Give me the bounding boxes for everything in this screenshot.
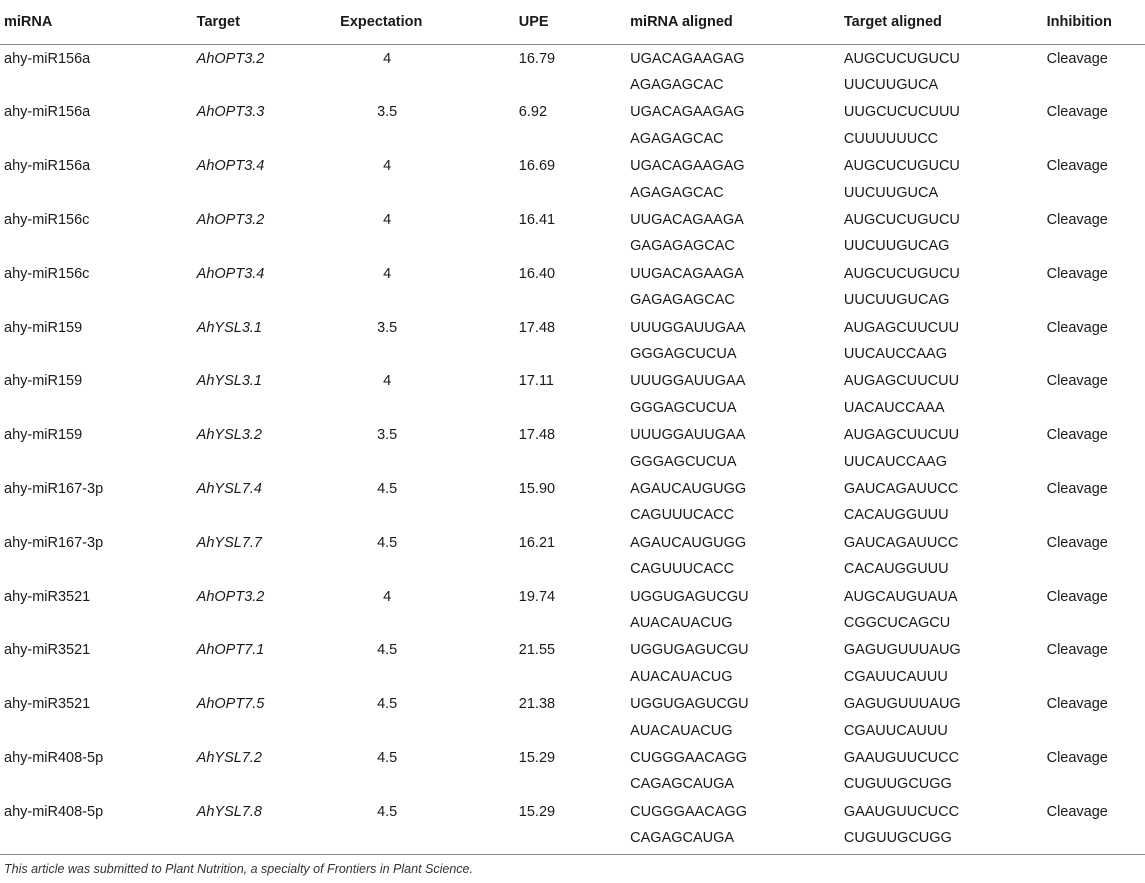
cell-mirna-text: ahy-miR159 — [4, 427, 83, 444]
cell-mirna-aligned — [630, 744, 844, 798]
table-row — [0, 690, 1145, 744]
cell-upe-text: 15.29 — [518, 750, 556, 767]
cell-mirna-aligned-line: GAGAGAGCAC — [630, 238, 735, 255]
cell-mirna-aligned — [630, 475, 844, 529]
cell-inhibition-text: Cleavage — [1046, 696, 1108, 713]
cell-mirna-aligned-line: AUACAUACUG — [630, 722, 733, 739]
cell-target-aligned-line: GAAUGUUCUCC — [843, 803, 960, 820]
cell-inhibition-text: Cleavage — [1046, 534, 1108, 551]
header-mirna-aligned: miRNA aligned — [630, 13, 733, 30]
cell-mirna-aligned — [630, 798, 844, 852]
table-body — [0, 44, 1145, 852]
cell-target-aligned-line: GAUCAGAUUCC — [843, 481, 959, 497]
cell-inhibition — [1047, 421, 1145, 475]
cell-upe — [519, 206, 630, 260]
cell-upe — [519, 367, 630, 421]
cell-upe — [519, 421, 630, 475]
cell-target-aligned-line: CUGUUGCUGG — [843, 776, 952, 793]
cell-mirna-aligned-line: UGACAGAAGAG — [630, 104, 745, 121]
cell-target-aligned — [844, 529, 1047, 583]
cell-target-aligned — [844, 690, 1047, 744]
cell-target-aligned — [844, 44, 1047, 98]
cell-expectation-text: 3.5 — [377, 104, 398, 121]
cell-inhibition — [1047, 798, 1145, 852]
cell-target-text: AhYSL3.1 — [196, 319, 262, 336]
cell-expectation-text: 4 — [383, 50, 392, 67]
cell-mirna-aligned-line: CAGUUUCACC — [630, 507, 735, 524]
cell-upe — [519, 98, 630, 152]
cell-mirna-aligned — [630, 421, 844, 475]
cell-target-text: AhYSL7.7 — [196, 534, 262, 551]
cell-mirna — [0, 367, 197, 421]
cell-target-aligned — [844, 475, 1047, 529]
footer-divider — [0, 854, 1145, 855]
cell-inhibition-text: Cleavage — [1046, 481, 1108, 497]
cell-upe-text: 16.69 — [518, 158, 556, 175]
cell-target-text: AhOPT3.2 — [196, 50, 265, 67]
cell-target — [197, 798, 341, 852]
cell-upe — [519, 152, 630, 206]
cell-target-aligned-line: UUCAUCCAAG — [843, 453, 948, 470]
cell-mirna-text: ahy-miR3521 — [4, 642, 91, 659]
header-upe: UPE — [518, 13, 549, 30]
cell-expectation-text: 4.5 — [377, 481, 398, 497]
cell-target-aligned-line: CACAUGGUUU — [843, 561, 949, 578]
cell-target-aligned-line: GAUCAGAUUCC — [843, 534, 959, 551]
cell-mirna-aligned-line: AGAGAGCAC — [630, 130, 724, 147]
cell-expectation — [340, 314, 519, 368]
cell-inhibition — [1047, 583, 1145, 637]
cell-expectation — [340, 152, 519, 206]
cell-upe — [519, 636, 630, 690]
cell-target-text: AhYSL7.8 — [196, 803, 262, 820]
cell-expectation-text: 4 — [383, 265, 392, 282]
cell-target — [197, 260, 341, 314]
cell-mirna — [0, 744, 197, 798]
cell-mirna-text: ahy-miR408-5p — [4, 803, 104, 820]
cell-mirna — [0, 583, 197, 637]
cell-target-aligned-line: UACAUCCAAA — [843, 399, 945, 416]
cell-expectation — [340, 44, 519, 98]
cell-target — [197, 529, 341, 583]
cell-target-aligned — [844, 583, 1047, 637]
cell-target-aligned-line: UUCUUGUCAG — [843, 238, 950, 255]
cell-target-text: AhOPT3.4 — [196, 158, 265, 175]
cell-mirna-text: ahy-miR3521 — [4, 588, 91, 605]
cell-inhibition — [1047, 475, 1145, 529]
cell-target-aligned — [844, 314, 1047, 368]
cell-target-aligned — [844, 636, 1047, 690]
cell-target — [197, 152, 341, 206]
cell-mirna-aligned-line: CAGUUUCACC — [630, 561, 735, 578]
cell-expectation-text: 4 — [383, 373, 392, 390]
cell-target-text: AhYSL7.4 — [196, 481, 262, 497]
cell-inhibition — [1047, 636, 1145, 690]
cell-mirna-text: ahy-miR156c — [4, 211, 90, 228]
header-mirna: miRNA — [4, 13, 53, 30]
table-row — [0, 798, 1145, 852]
cell-target-aligned-line: AUGAGCUUCUU — [843, 373, 960, 390]
cell-mirna-text: ahy-miR159 — [4, 319, 83, 336]
cell-mirna-text: ahy-miR167-3p — [4, 481, 104, 497]
cell-inhibition — [1047, 314, 1145, 368]
cell-mirna-aligned — [630, 529, 844, 583]
cell-mirna-aligned — [630, 367, 844, 421]
cell-mirna — [0, 798, 197, 852]
cell-mirna-text: ahy-miR156a — [4, 104, 91, 121]
cell-upe-text: 6.92 — [518, 104, 548, 121]
cell-target-aligned-line: AUGCUCUGUCU — [843, 265, 960, 282]
cell-upe-text: 16.40 — [518, 265, 556, 282]
cell-target-aligned-line: GAGUGUUUAUG — [843, 696, 961, 713]
cell-expectation-text: 3.5 — [377, 427, 398, 444]
cell-upe-text: 17.48 — [518, 427, 556, 444]
cell-upe-text: 16.41 — [518, 211, 556, 228]
cell-mirna — [0, 152, 197, 206]
cell-expectation — [340, 690, 519, 744]
cell-target-text: AhOPT3.2 — [196, 211, 265, 228]
cell-target-aligned-line: CACAUGGUUU — [843, 507, 949, 524]
cell-mirna — [0, 529, 197, 583]
header-target-aligned: Target aligned — [843, 13, 942, 30]
cell-inhibition — [1047, 690, 1145, 744]
cell-mirna-aligned-line: UGGUGAGUCGU — [630, 696, 749, 713]
table-row — [0, 636, 1145, 690]
cell-inhibition-text: Cleavage — [1046, 373, 1108, 390]
cell-mirna-aligned — [630, 98, 844, 152]
cell-target-aligned-line: CGAUUCAUUU — [843, 668, 948, 685]
cell-mirna-aligned — [630, 583, 844, 637]
cell-upe — [519, 314, 630, 368]
cell-mirna-aligned-line: UUUGGAUUGAA — [630, 427, 746, 444]
cell-inhibition-text: Cleavage — [1046, 588, 1108, 605]
cell-mirna — [0, 690, 197, 744]
table-row — [0, 44, 1145, 98]
table-row — [0, 260, 1145, 314]
cell-upe-text: 15.29 — [518, 803, 556, 820]
cell-upe-text: 19.74 — [518, 588, 556, 605]
cell-expectation — [340, 744, 519, 798]
cell-expectation — [340, 98, 519, 152]
cell-mirna-aligned-line: AGAUCAUGUGG — [630, 481, 747, 497]
cell-expectation-text: 4.5 — [377, 750, 398, 767]
cell-expectation — [340, 583, 519, 637]
cell-expectation — [340, 636, 519, 690]
cell-inhibition — [1047, 367, 1145, 421]
cell-expectation — [340, 206, 519, 260]
cell-inhibition — [1047, 744, 1145, 798]
cell-expectation-text: 4.5 — [377, 803, 398, 820]
cell-target-aligned — [844, 152, 1047, 206]
cell-mirna-aligned-line: UGGUGAGUCGU — [630, 588, 749, 605]
cell-inhibition-text: Cleavage — [1046, 750, 1108, 767]
cell-upe-text: 16.79 — [518, 50, 556, 67]
cell-expectation-text: 4.5 — [377, 642, 398, 659]
cell-target — [197, 744, 341, 798]
cell-inhibition-text: Cleavage — [1046, 104, 1108, 121]
cell-target-aligned-line: UUCUUGUCA — [843, 184, 939, 201]
cell-expectation — [340, 260, 519, 314]
table-row — [0, 475, 1145, 529]
cell-inhibition-text: Cleavage — [1046, 803, 1108, 820]
cell-target-aligned-line: CGGCUCAGCU — [843, 615, 951, 632]
cell-target-aligned-line: AUGAGCUUCUU — [843, 319, 960, 336]
cell-target-aligned — [844, 421, 1047, 475]
cell-expectation-text: 4 — [383, 588, 392, 605]
cell-target — [197, 690, 341, 744]
cell-upe-text: 15.90 — [518, 481, 556, 497]
table-row — [0, 367, 1145, 421]
cell-mirna-text: ahy-miR3521 — [4, 696, 91, 713]
cell-mirna-text: ahy-miR408-5p — [4, 750, 104, 767]
table-header-row — [0, 0, 1145, 44]
cell-mirna-aligned-line: UUUGGAUUGAA — [630, 319, 746, 336]
cell-target — [197, 367, 341, 421]
table-row — [0, 421, 1145, 475]
cell-target-aligned-line: CUGUUGCUGG — [843, 830, 952, 847]
cell-mirna — [0, 206, 197, 260]
header-inhibition: Inhibition — [1046, 13, 1112, 30]
cell-target-aligned-line: AUGCAUGUAUA — [843, 588, 958, 605]
cell-mirna-aligned-line: CAGAGCAUGA — [630, 776, 735, 793]
cell-upe-text: 16.21 — [518, 534, 556, 551]
cell-expectation-text: 4.5 — [377, 534, 398, 551]
cell-expectation — [340, 367, 519, 421]
cell-mirna — [0, 636, 197, 690]
cell-inhibition-text: Cleavage — [1046, 211, 1108, 228]
cell-mirna-aligned-line: CUGGGAACAGG — [630, 803, 747, 820]
cell-mirna-aligned — [630, 636, 844, 690]
cell-inhibition — [1047, 260, 1145, 314]
cell-target-aligned-line: GAGUGUUUAUG — [843, 642, 961, 659]
cell-target-aligned — [844, 98, 1047, 152]
table-row — [0, 152, 1145, 206]
cell-inhibition-text: Cleavage — [1046, 50, 1108, 67]
cell-target — [197, 421, 341, 475]
cell-target-aligned-line: UUGCUCUCUUU — [843, 104, 960, 121]
cell-inhibition-text: Cleavage — [1046, 319, 1108, 336]
cell-expectation — [340, 475, 519, 529]
cell-expectation-text: 4 — [383, 211, 392, 228]
footnote: This article was submitted to Plant Nutrition, a specialty of Frontiers in Plant Science. — [4, 862, 473, 876]
cell-target-aligned — [844, 206, 1047, 260]
cell-expectation-text: 4 — [383, 158, 392, 175]
cell-inhibition — [1047, 98, 1145, 152]
cell-target-text: AhOPT3.2 — [196, 588, 265, 605]
cell-upe — [519, 798, 630, 852]
cell-mirna-aligned — [630, 314, 844, 368]
cell-mirna-aligned-line: AGAUCAUGUGG — [630, 534, 747, 551]
cell-mirna-aligned-line: GGGAGCUCUA — [630, 345, 737, 362]
cell-mirna-aligned — [630, 206, 844, 260]
cell-mirna-aligned-line: UUGACAGAAGA — [630, 211, 744, 228]
header-target: Target — [196, 13, 240, 30]
table-row — [0, 314, 1145, 368]
cell-mirna-aligned-line: UGACAGAAGAG — [630, 158, 745, 175]
table-row — [0, 583, 1145, 637]
cell-target-aligned — [844, 798, 1047, 852]
cell-target-aligned-line: UUCUUGUCAG — [843, 292, 950, 309]
cell-mirna-text: ahy-miR159 — [4, 373, 83, 390]
cell-mirna-aligned-line: AGAGAGCAC — [630, 76, 724, 93]
cell-upe — [519, 260, 630, 314]
cell-target-aligned-line: CGAUUCAUUU — [843, 722, 948, 739]
table-row — [0, 744, 1145, 798]
cell-upe — [519, 583, 630, 637]
cell-target-text: AhYSL7.2 — [196, 750, 262, 767]
cell-upe-text: 17.48 — [518, 319, 556, 336]
cell-target — [197, 314, 341, 368]
cell-target — [197, 44, 341, 98]
cell-mirna-aligned — [630, 260, 844, 314]
cell-target — [197, 583, 341, 637]
cell-upe — [519, 690, 630, 744]
table-row — [0, 98, 1145, 152]
cell-expectation-text: 3.5 — [377, 319, 398, 336]
cell-target-aligned-line: AUGAGCUUCUU — [843, 427, 960, 444]
cell-upe — [519, 744, 630, 798]
cell-mirna-aligned-line: UGGUGAGUCGU — [630, 642, 749, 659]
cell-mirna-aligned-line: GGGAGCUCUA — [630, 399, 737, 416]
cell-mirna — [0, 44, 197, 98]
cell-inhibition-text: Cleavage — [1046, 427, 1108, 444]
cell-mirna-aligned — [630, 690, 844, 744]
cell-mirna-aligned-line: UUGACAGAAGA — [630, 265, 744, 282]
cell-upe-text: 21.38 — [518, 696, 556, 713]
cell-target — [197, 206, 341, 260]
cell-target-aligned-line: CUUUUUUCC — [843, 130, 939, 147]
cell-mirna-text: ahy-miR156a — [4, 158, 91, 175]
cell-upe — [519, 44, 630, 98]
cell-target-aligned — [844, 260, 1047, 314]
cell-upe-text: 21.55 — [518, 642, 556, 659]
cell-mirna-aligned-line: CUGGGAACAGG — [630, 750, 747, 767]
cell-inhibition — [1047, 44, 1145, 98]
cell-upe-text: 17.11 — [518, 373, 554, 390]
cell-target-aligned-line: UUCUUGUCA — [843, 76, 939, 93]
cell-mirna-aligned-line: AGAGAGCAC — [630, 184, 724, 201]
cell-mirna-aligned-line: GAGAGAGCAC — [630, 292, 735, 309]
cell-target-aligned-line: AUGCUCUGUCU — [843, 158, 960, 175]
cell-mirna-text: ahy-miR156a — [4, 50, 91, 67]
cell-inhibition-text: Cleavage — [1046, 642, 1108, 659]
table-row — [0, 206, 1145, 260]
table-row — [0, 529, 1145, 583]
cell-mirna — [0, 260, 197, 314]
cell-inhibition — [1047, 206, 1145, 260]
cell-mirna — [0, 421, 197, 475]
cell-target-text: AhYSL3.1 — [196, 373, 262, 390]
cell-mirna — [0, 314, 197, 368]
cell-mirna-aligned-line: GGGAGCUCUA — [630, 453, 737, 470]
cell-mirna-text: ahy-miR167-3p — [4, 534, 104, 551]
cell-target-aligned — [844, 367, 1047, 421]
cell-mirna — [0, 475, 197, 529]
cell-mirna-aligned — [630, 44, 844, 98]
cell-inhibition-text: Cleavage — [1046, 265, 1108, 282]
cell-target — [197, 475, 341, 529]
cell-target-aligned-line: AUGCUCUGUCU — [843, 50, 960, 67]
cell-mirna — [0, 98, 197, 152]
cell-mirna-aligned-line: UGACAGAAGAG — [630, 50, 745, 67]
cell-target — [197, 98, 341, 152]
cell-target-text: AhOPT3.3 — [196, 104, 265, 121]
cell-mirna-aligned-line: UUUGGAUUGAA — [630, 373, 746, 390]
cell-expectation — [340, 421, 519, 475]
cell-target-text: AhOPT7.5 — [196, 696, 265, 713]
cell-mirna-aligned-line: AUACAUACUG — [630, 615, 733, 632]
cell-mirna-aligned — [630, 152, 844, 206]
cell-upe — [519, 529, 630, 583]
cell-upe — [519, 475, 630, 529]
cell-target-aligned-line: AUGCUCUGUCU — [843, 211, 960, 228]
cell-mirna-aligned-line: CAGAGCAUGA — [630, 830, 735, 847]
cell-target-text: AhOPT7.1 — [196, 642, 265, 659]
cell-inhibition — [1047, 152, 1145, 206]
cell-expectation-text: 4.5 — [377, 696, 398, 713]
cell-target-text: AhYSL3.2 — [196, 427, 262, 444]
header-expectation: Expectation — [340, 13, 423, 30]
cell-target — [197, 636, 341, 690]
cell-mirna-aligned-line: AUACAUACUG — [630, 668, 733, 685]
cell-expectation — [340, 798, 519, 852]
cell-expectation — [340, 529, 519, 583]
cell-mirna-text: ahy-miR156c — [4, 265, 90, 282]
cell-inhibition — [1047, 529, 1145, 583]
cell-target-aligned-line: UUCAUCCAAG — [843, 345, 948, 362]
cell-target-aligned-line: GAAUGUUCUCC — [843, 750, 960, 767]
cell-target-text: AhOPT3.4 — [196, 265, 265, 282]
cell-target-aligned — [844, 744, 1047, 798]
cell-inhibition-text: Cleavage — [1046, 158, 1108, 175]
